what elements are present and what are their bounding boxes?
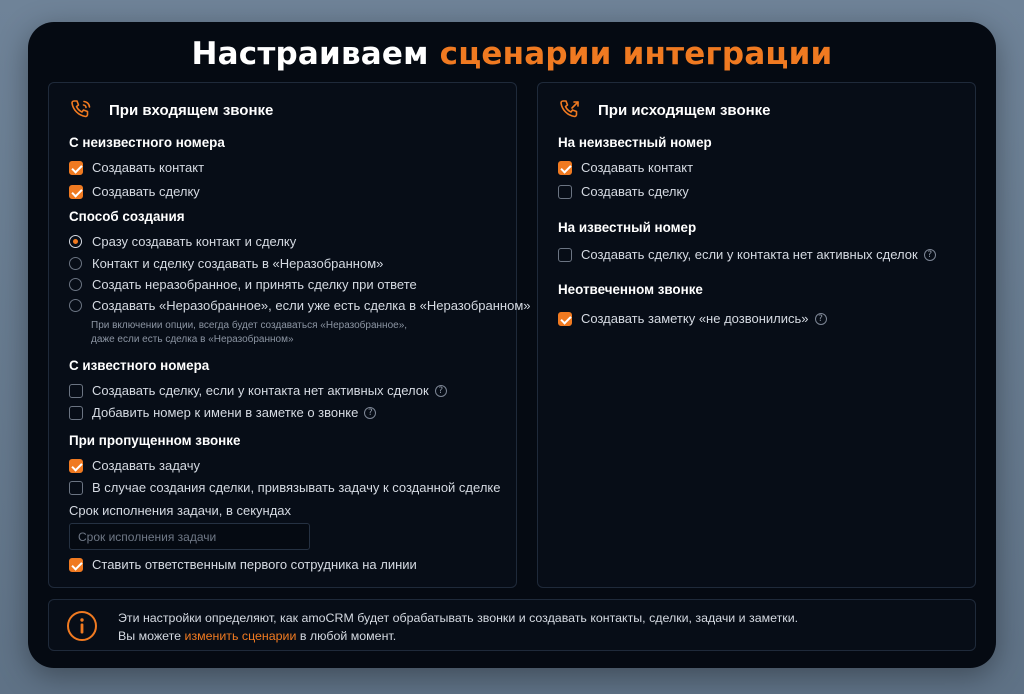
- outgoing-known-create-deal-label: Создавать сделку, если у контакта нет активных сделок: [581, 247, 918, 262]
- creation-method-heading: Способ создания: [69, 209, 185, 224]
- help-icon[interactable]: ?: [364, 407, 376, 419]
- task-deadline-input[interactable]: [69, 523, 310, 550]
- create-task-option[interactable]: [69, 458, 200, 473]
- page-title: [28, 36, 996, 72]
- missed-call-heading: При пропущенном звонке: [69, 433, 241, 448]
- help-icon[interactable]: ?: [924, 249, 936, 261]
- outgoing-create-deal-option[interactable]: [558, 184, 689, 199]
- incoming-create-deal-option[interactable]: [69, 184, 200, 199]
- outgoing-call-panel: [537, 82, 976, 588]
- incoming-create-contact-label: Создавать контакт: [92, 160, 205, 175]
- outgoing-call-icon: [558, 98, 582, 122]
- incoming-create-contact-checkbox[interactable]: [69, 161, 83, 175]
- incoming-call-icon: [69, 98, 93, 122]
- create-task-label: Создавать задачу: [92, 458, 200, 473]
- method-option-3[interactable]: [69, 277, 417, 292]
- outgoing-panel-header: [558, 97, 771, 123]
- page-title-accent: сценарии интеграции: [439, 36, 833, 72]
- create-task-checkbox[interactable]: [69, 459, 83, 473]
- help-icon[interactable]: ?: [435, 385, 447, 397]
- outgoing-create-contact-checkbox[interactable]: [558, 161, 572, 175]
- incoming-known-heading: С известного номера: [69, 358, 210, 373]
- outgoing-create-contact-label: Создавать контакт: [581, 160, 694, 175]
- add-number-to-note-option[interactable]: [69, 405, 376, 420]
- info-line-1: Эти настройки определяют, как amoCRM будет обрабатывать звонки и создавать контакты, сделки, задачи и заметки.: [118, 611, 799, 625]
- outgoing-known-heading: На известный номер: [558, 220, 697, 235]
- bind-task-to-deal-option[interactable]: [69, 480, 500, 495]
- help-icon[interactable]: ?: [815, 313, 827, 325]
- incoming-create-contact-option[interactable]: [69, 160, 204, 175]
- bind-task-to-deal-checkbox[interactable]: [69, 481, 83, 495]
- bind-task-to-deal-label: В случае создания сделки, привязывать задачу к созданной сделке: [92, 480, 501, 495]
- assign-first-employee-label: Ставить ответственным первого сотрудника на линии: [92, 557, 417, 572]
- method-note-line-1: При включении опции, всегда будет создаваться «Неразобранное»,: [91, 320, 408, 331]
- add-number-to-note-checkbox[interactable]: [69, 406, 83, 420]
- info-line-2-before: Вы можете: [118, 629, 182, 643]
- incoming-unknown-heading: С неизвестного номера: [69, 135, 225, 150]
- method-option-4-label: Создавать «Неразобранное», если уже есть сделка в «Неразобранном»: [92, 298, 531, 313]
- incoming-panel-header: [69, 97, 273, 123]
- change-scenarios-link[interactable]: изменить сценарии: [184, 629, 297, 643]
- outgoing-create-deal-label: Создавать сделку: [581, 184, 689, 199]
- method-option-note: [91, 319, 407, 347]
- incoming-known-create-deal-label: Создавать сделку, если у контакта нет активных сделок: [92, 383, 429, 398]
- incoming-create-deal-checkbox[interactable]: [69, 185, 83, 199]
- assign-first-employee-option[interactable]: [69, 557, 417, 572]
- method-note-line-2: даже если есть сделка в «Неразобранном»: [91, 334, 294, 345]
- outgoing-unknown-heading: На неизвестный номер: [558, 135, 712, 150]
- incoming-known-create-deal-option[interactable]: [69, 383, 447, 398]
- incoming-call-panel: [48, 82, 531, 588]
- method-option-1-label: Сразу создавать контакт и сделку: [92, 234, 297, 249]
- info-icon: [66, 610, 98, 642]
- create-note-label: Создавать заметку «не дозвонились»: [581, 311, 809, 326]
- page-title-prefix: Настраиваем: [191, 36, 429, 72]
- outgoing-known-create-deal-option[interactable]: [558, 247, 936, 262]
- unanswered-call-heading: Неотвеченном звонке: [558, 282, 703, 297]
- settings-window: [28, 22, 996, 668]
- info-line-2: [118, 627, 798, 645]
- info-line-2-after: в любой момент.: [299, 629, 397, 643]
- task-deadline-label: Срок исполнения задачи, в секундах: [69, 503, 292, 518]
- method-option-4-radio[interactable]: [69, 299, 82, 312]
- method-option-2[interactable]: [69, 256, 383, 271]
- create-note-option[interactable]: [558, 311, 827, 326]
- outgoing-panel-title: При исходящем звонке: [598, 101, 771, 119]
- method-option-4[interactable]: [69, 298, 531, 313]
- method-option-3-radio[interactable]: [69, 278, 82, 291]
- method-option-1-radio[interactable]: [69, 235, 82, 248]
- outgoing-create-deal-checkbox[interactable]: [558, 185, 572, 199]
- assign-first-employee-checkbox[interactable]: [69, 558, 83, 572]
- method-option-2-label: Контакт и сделку создавать в «Неразобранном»: [92, 256, 384, 271]
- outgoing-create-contact-option[interactable]: [558, 160, 693, 175]
- add-number-to-note-label: Добавить номер к имени в заметке о звонке: [92, 405, 359, 420]
- method-option-2-radio[interactable]: [69, 257, 82, 270]
- outgoing-known-create-deal-checkbox[interactable]: [558, 248, 572, 262]
- incoming-known-create-deal-checkbox[interactable]: [69, 384, 83, 398]
- incoming-create-deal-label: Создавать сделку: [92, 184, 200, 199]
- incoming-panel-title: При входящем звонке: [109, 101, 274, 119]
- method-option-1[interactable]: [69, 234, 296, 249]
- info-text: [118, 609, 798, 645]
- info-banner: [48, 599, 976, 651]
- method-option-3-label: Создать неразобранное, и принять сделку при ответе: [92, 277, 417, 292]
- create-note-checkbox[interactable]: [558, 312, 572, 326]
